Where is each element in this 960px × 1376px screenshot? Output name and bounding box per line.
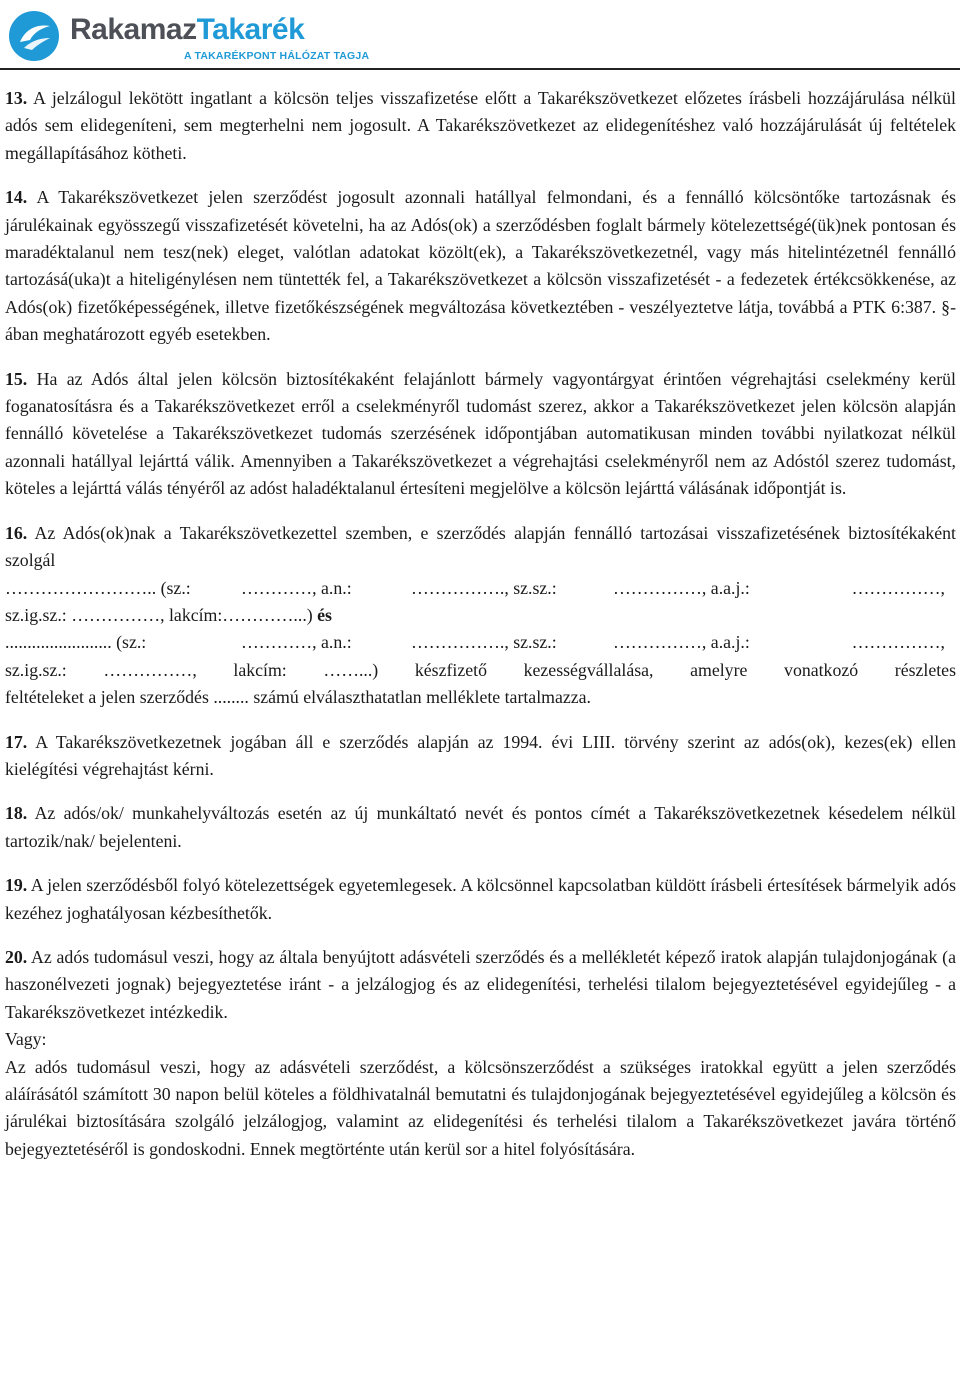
conjunction-and: és (317, 604, 332, 625)
section-outro: feltételeket a jelen szerződés ........ számú elválaszthatatlan melléklete tartalmazza. (5, 687, 591, 708)
section-number: 14. (5, 187, 28, 208)
guarantor-2-line-2 (5, 657, 956, 684)
section-text: A Takarékszövetkezet jelen szerződést jogosult azonnali hatállyal felmondani, és a fennálló kölcsöntőke tartozásnak és járulékainak egyösszegű visszafizetését követelni, ha az Adós(ok) a szerződésben foglalt bármely kötelezettségé(ük)nek pontosan és maradéktalanul nem tesz(nek) eleget, valótlan adatokat közölt(ek), a Takarékszövetkezetnél, vagy más hitelintézetnél fennálló tartozásá(uka)t a hiteligénylésen nem tüntették fel, a Takarékszövetkezet a kölcsön visszafizetését - a fedezetek értékcsökkenése, az Adós(ok) fizetőképességének, illetve fizetőkészségének megváltozása következtében - veszélyeztetve látja, továbbá a PTK 6:387. §- ában meghatározott egyéb esetekben. (5, 187, 956, 345)
section-text: Az adós tudomásul veszi, hogy az általa benyújtott adásvételi szerződés és a mellékletét képező iratok alapján tulajdonjogának (a haszonélvezeti jognak) bejegyeztetése iránt - a jelzálogjog és az elidegenítési, terhelési tilalom bejegyeztetésével egyidejűleg - a Takarékszövetkezet intézkedik. (5, 946, 956, 1022)
guarantor-2-line-1 (5, 629, 956, 656)
section-number: 18. (5, 803, 28, 824)
blank-address: ……………, lakcím:…………...) (71, 604, 313, 625)
blank-name: …………………….. (sz.: (5, 577, 191, 598)
section-16 (5, 520, 956, 712)
alternative-label: Vagy: (5, 1029, 47, 1050)
blank-birth-place: ……………., sz.sz.: (411, 577, 557, 598)
blank-address-and-clause: ……………, lakcím: ……...) készfizető kezességvállalása, amelyre vonatkozó részletes (103, 659, 956, 680)
brand-tagline: A TAKARÉKPONT HÁLÓZAT TAGJA (184, 50, 370, 62)
brand-logo-text (70, 13, 304, 47)
section-number: 20. (5, 946, 28, 967)
brand-name-part2: Takarék (196, 13, 305, 46)
section-14 (5, 184, 956, 348)
blank-id-number: ……………, a.a.j.: (613, 577, 750, 598)
section-number: 15. (5, 368, 28, 389)
section-number: 13. (5, 88, 28, 108)
section-text: A jelzálogul lekötött ingatlant a kölcsön teljes visszafizetése előtt a Takarékszövetkezet előzetes írásbeli hozzájárulása nélkül adós sem elidegeníteni, sem megterhelni nem jogosult. A Takarékszövetkezet az elidegenítéshez való hozzájárulását új feltételek megállapításához kötheti. (5, 88, 956, 163)
blank-birth-place: ……………., sz.sz.: (411, 632, 557, 653)
document-header (6, 4, 370, 68)
section-text: A Takarékszövetkezetnek jogában áll e szerződés alapján az 1994. évi LIII. törvény szerint az adós(ok), kezes(ek) ellen kielégítési végrehajtást kérni. (5, 731, 956, 779)
blank-id-number: ……………, a.a.j.: (613, 632, 750, 653)
label-id-card: sz.ig.sz.: (5, 659, 67, 680)
blank-name: ........................ (sz.: (5, 632, 147, 653)
section-text: Az adós/ok/ munkahelyváltozás esetén az új munkáltató nevét és pontos címét a Takarékszövetkezetnek késedelem nélkül tartozik/nak/ bejelenteni. (5, 803, 956, 851)
section-13 (5, 85, 956, 167)
contract-body (5, 85, 956, 1163)
section-text: A jelen szerződésből folyó kötelezettségek egyetemlegesek. A kölcsönnel kapcsolatban küldött írásbeli értesítések bármelyik adós kezéhez joghatályosan kézbesíthetők. (5, 875, 957, 923)
takarek-swirl-icon (8, 10, 60, 62)
blank-birth-name: …………, a.n.: (241, 577, 352, 598)
blank-tax-id: ……………, (851, 632, 945, 653)
section-15 (5, 366, 956, 503)
section-18 (5, 800, 956, 855)
section-17 (5, 729, 956, 784)
guarantor-1-line-1 (5, 575, 956, 602)
section-number: 19. (5, 875, 28, 896)
guarantor-1-line-2 (5, 602, 956, 629)
header-divider (0, 68, 960, 70)
section-intro: Az Adós(ok)nak a Takarékszövetkezettel szemben, e szerződés alapján fennálló tartozásai visszafizetésének biztosítékaként szolgál (5, 522, 956, 571)
section-text: Ha az Adós által jelen kölcsön biztosítékaként felajánlott bármely vagyontárgyat érintően végrehajtási cselekmény kerül foganatosításra és a Takarékszövetkezet erről a cselekményről tudomást szerez, akkor a Takarékszövetkezet jelen kölcsön alapján fennálló követelése a Takarékszövetkezet tudomás szerzésének időpontjában automatikusan minden további nyilatkozat nélkül azonnali hatállyal lejárttá válik. Amennyiben a Takarékszövetkezet a végrehajtási cselekményről nem az Adóstól szerez tudomást, köteles a lejárttá válás tényéről az adóst haladéktalanul értesíteni megjelölve a kölcsön lejárttá válásának időpontját is. (5, 368, 956, 499)
label-id-card: sz.ig.sz.: (5, 604, 67, 625)
blank-tax-id: ……………, (851, 577, 945, 598)
alternative-text: Az adós tudomásul veszi, hogy az adásvételi szerződést, a kölcsönszerződést a szükséges iratokkal együtt a jelen szerződés aláírásától számított 30 napon belül köteles a földhivatalnál bemutatni és tulajdonjogának bejegyeztetésével egyidejűleg a kölcsön és járulékai biztosítására szolgáló jelzálogjog, valamint az elidegenítési és terhelési tilalom a Takarékszövetkezet javára történő bejegyeztetéséről is gondoskodni. Ennek megtörténte után kerül sor a hitel folyósítására. (5, 1056, 956, 1159)
brand-name-part1: Rakamaz (70, 13, 197, 46)
section-number: 17. (5, 731, 28, 752)
blank-birth-name: …………, a.n.: (241, 632, 352, 653)
section-19 (5, 872, 956, 927)
section-20 (5, 944, 956, 1163)
section-number: 16. (5, 522, 28, 543)
